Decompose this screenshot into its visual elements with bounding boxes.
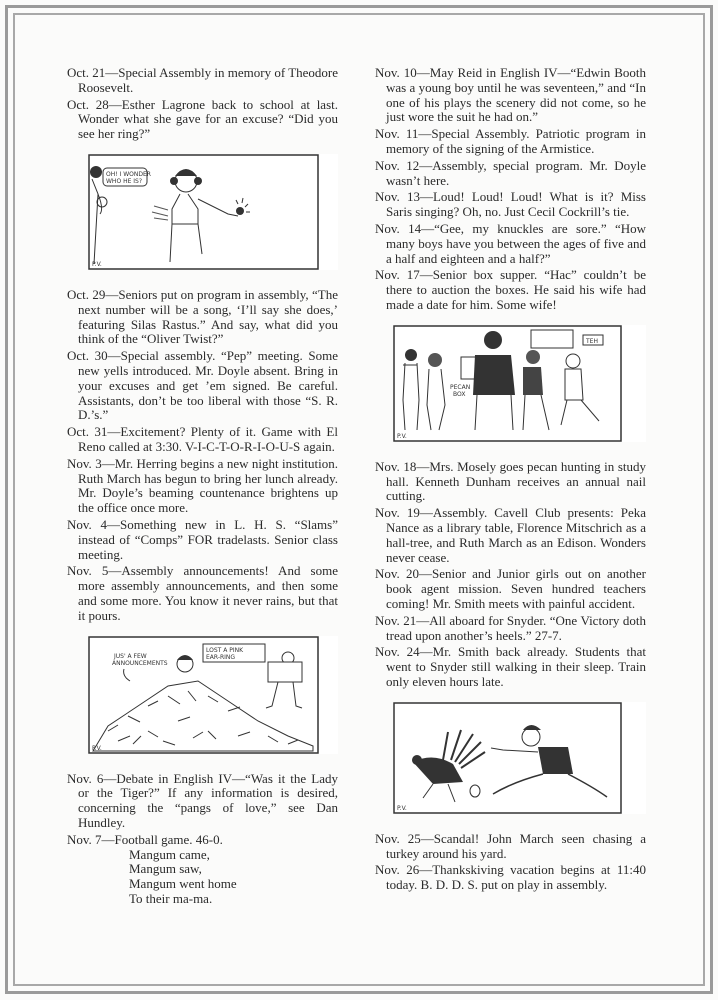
diary-entry-nov-11: Nov. 11—Special Assembly. Patriotic program in memory of the signing of the Armistice. [375,126,646,156]
right-column-block-3 [375,832,646,893]
poem-line: Mangum came, [129,846,210,862]
left-column-block-2 [67,288,338,624]
diary-entry-nov-6: Nov. 6—Debate in English IV—“Was it the Lady or the Tiger?” If any information is desired, concerning the “pangs of love,” see Dan Hundley. [67,770,338,830]
left-column-block-1 [67,66,338,142]
poem-line: Mangum saw, [129,861,202,877]
diary-entry-nov-14: Nov. 14—“Gee, my knuckles are sore.” “How many boys have you between the ages of five and a half and eighteen and a half?” [375,220,646,266]
diary-entry-oct-31: Oct. 31—Excitement? Plenty of it. Game with El Reno called at 3:30. V-I-C-T-O-R-I-O-U-S again. [67,424,338,454]
diary-entry-nov-10: Nov. 10—May Reid in English IV—“Edwin Booth was a young boy until he was seventeen,” and “In one of his plays the scenery did not come, so he just wore the suit he had on.” [375,65,646,125]
artist-signature: P.V. [92,744,102,752]
diary-entry-nov-21: Nov. 21—All aboard for Snyder. “One Victory doth tread upon another’s heels.” 27-7. [375,612,646,643]
diary-entry-nov-4: Nov. 4—Something new in L. H. S. “Slams” instead of “Comps” FOR tradelasts. Senior class meeting. [67,516,338,562]
football-poem [67,848,338,907]
diary-entry-nov-25: Nov. 25—Scandal! John March seen chasing a turkey around his yard. [375,830,646,861]
diary-entry-nov-7: Nov. 7—Football game. 46-0. [67,831,223,847]
cartoon-ring-illustration [88,154,338,270]
left-column [67,66,338,907]
diary-entry-nov-5: Nov. 5—Assembly announcements! And some more assembly announcements, and then some and some more. You know it never rains, but that it pours. [67,563,338,623]
diary-entry-nov-19: Nov. 19—Assembly. Cavell Club presents: Peka Nance as a library table, Florence Mitschrich as a hall-tree, and Ruth March as an Edison. Wonders never cease. [375,505,646,565]
diary-entry-nov-17: Nov. 17—Senior box supper. “Hac” couldn’t be there to auction the boxes. He said his wife had made a date for him. Some wife! [375,267,646,312]
right-column-block-2 [375,460,646,690]
speech-bubble-text: TEH [586,337,598,345]
svg-text:ANNOUNCEMENTS: ANNOUNCEMENTS [112,659,168,667]
diary-entry-oct-30: Oct. 30—Special assembly. “Pep” meeting. Some new yells introduced. Mr. Doyle absent. Bring in your excuses and get ’em signed. Be careful. Assistants, don’t be too liberal with those “S. R. D.’s.” [67,348,338,423]
cartoon-announcements-illustration [88,636,338,754]
diary-entry-nov-12: Nov. 12—Assembly, special program. Mr. Doyle wasn’t here. [375,157,646,188]
svg-text:EAR-RING: EAR-RING [206,653,236,661]
right-column [375,66,646,895]
cartoon-pecan-box-illustration [393,325,646,442]
svg-text:WHO HE IS?: WHO HE IS? [106,177,143,185]
diary-entry-oct-21: Oct. 21—Special Assembly in memory of Theodore Roosevelt. [67,65,338,95]
right-column-block-1 [375,66,646,313]
diary-entry-nov-18: Nov. 18—Mrs. Mosely goes pecan hunting in study hall. Kenneth Dunham receives an annual nail cutting. [375,458,646,504]
left-column-block-3 [67,772,338,907]
diary-entry-oct-28: Oct. 28—Esther Lagrone back to school at last. Wonder what she gave for an excuse? “Did you see her ring?” [67,96,338,142]
speech-bubble-text: OH! I WONDER [106,170,151,178]
diary-entry-nov-20: Nov. 20—Senior and Junior girls out on another book agent mission. Seven hundred teachers coming! Mr. Smith meets with painful accident. [375,566,646,611]
cartoon-caption: JUS' A FEW [114,652,147,660]
diary-entry-oct-29: Oct. 29—Seniors put on program in assembly, “The next number will be a song, ‘I’ll say she does,’ featuring Silas Rastus.” And say, what did you think of the “Oliver Twist?” [67,286,338,347]
artist-signature: P.V. [397,432,407,440]
artist-signature: P.V. [397,804,407,812]
cartoon-turkey-chase-illustration [393,702,646,814]
speech-bubble-text: LOST A PINK [206,646,244,654]
svg-text:BOX: BOX [453,390,466,398]
diary-entry-nov-13: Nov. 13—Loud! Loud! Loud! What is it? Miss Saris singing? Oh, no. Just Cecil Cockrill’s tie. [375,189,646,220]
pecan-box-label: PECAN [450,383,471,391]
poem-line: Mangum went home [129,876,237,892]
diary-entry-nov-3: Nov. 3—Mr. Herring begins a new night institution. Ruth March has begun to bring her lunch already. Mr. Doyle’s beaming countenance brightens up the office once more. [67,455,338,516]
diary-entry-nov-24: Nov. 24—Mr. Smith back already. Students that went to Snyder still walking in their sleep. Train only eleven hours late. [375,644,646,689]
poem-line: To their ma-ma. [129,890,213,906]
artist-signature: P.V. [92,260,102,268]
diary-entry-nov-26: Nov. 26—Thankskiving vacation begins at 11:40 today. B. D. D. S. put on play in assembly. [375,862,646,893]
